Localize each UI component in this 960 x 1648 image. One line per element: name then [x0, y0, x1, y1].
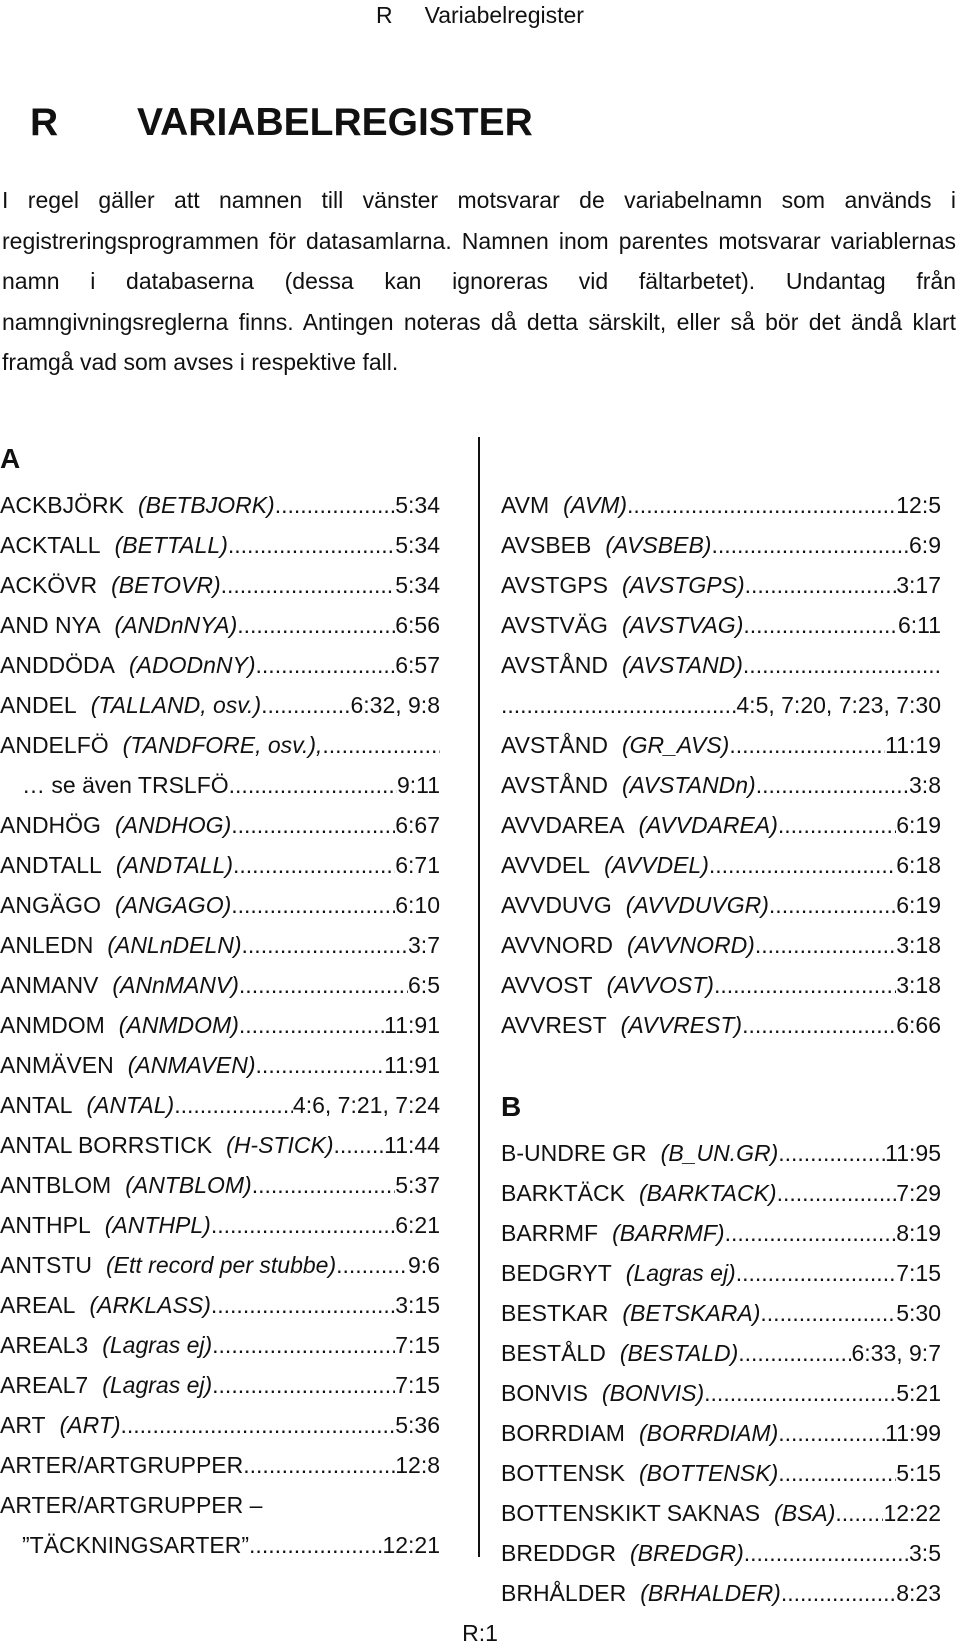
- index-entry: [501, 485, 941, 525]
- entry-name: ANMANV: [0, 972, 99, 998]
- index-entry: [501, 1453, 941, 1493]
- entry-name: BRHÅLDER: [501, 1580, 627, 1606]
- entry-name: ANMDOM: [0, 1012, 105, 1038]
- index-column-right: [501, 437, 941, 1613]
- dot-leader: [627, 485, 896, 525]
- entry-page-ref: 12:22: [883, 1500, 941, 1526]
- column-divider: [478, 437, 480, 1557]
- entry-alias: (ANLnDELN): [107, 932, 242, 958]
- section-letter-b: B: [501, 1091, 522, 1122]
- entry-name: AVVDUVG: [501, 892, 612, 918]
- entry-name: AVVNORD: [501, 932, 614, 958]
- entry-page-ref: 7:15: [896, 1260, 941, 1286]
- entry-name: ANTSTU: [0, 1252, 92, 1278]
- entry-alias: (BRHALDER): [640, 1580, 781, 1606]
- entry-name: AVVDAREA: [501, 812, 625, 838]
- entry-alias: (BREDGR): [630, 1540, 744, 1566]
- entry-alias: (AVSTGPS): [621, 572, 745, 598]
- dot-leader: [322, 725, 440, 765]
- dot-leader: [709, 845, 896, 885]
- entry-page-ref: 3:17: [896, 572, 941, 598]
- index-entry: [501, 1333, 941, 1373]
- entry-name: AVVREST: [501, 1012, 607, 1038]
- index-entry: [501, 1373, 941, 1413]
- index-entry: [501, 605, 941, 645]
- entry-alias: (BONVIS): [601, 1380, 705, 1406]
- entry-alias: (AVVREST): [620, 1012, 743, 1038]
- entry-alias: (BETSKARA): [622, 1300, 761, 1326]
- entry-page-ref: 11:95: [885, 1140, 941, 1166]
- index-entry: [501, 1293, 941, 1333]
- entry-name: ANGÄGO: [0, 892, 101, 918]
- index-entry: [0, 1245, 440, 1285]
- entry-alias: (GR_AVS): [621, 732, 730, 758]
- dot-leader: [212, 1325, 395, 1365]
- dot-leader: [704, 1373, 896, 1413]
- entry-alias: (AVSBEB): [605, 532, 712, 558]
- entry-name: BREDDGR: [501, 1540, 617, 1566]
- entry-alias: (ANMAVEN): [127, 1052, 256, 1078]
- entry-alias: (H-STICK): [226, 1132, 334, 1158]
- dot-leader: [501, 685, 736, 725]
- entry-page-ref: 6:21: [395, 1212, 440, 1238]
- entry-page-ref: 12:21: [382, 1532, 440, 1558]
- entry-alias: (ANDTALL): [115, 852, 233, 878]
- intro-paragraph: I regel gäller att namnen till vänster motsvarar de variabelnamn som används i registreringsprogrammen för datasamlarna. Namnen inom parentes motsvarar variablernas namn i databaserna (dessa kan ignoreras vid fältarbetet). Undantag från namngivningsreglerna finns. Antingen noteras då detta särskilt, eller så bör det ändå klart framgå vad som avses i respektive fall.: [2, 187, 956, 375]
- entry-page-ref: 3:18: [896, 932, 941, 958]
- entry-page-ref: 3:8: [909, 772, 941, 798]
- entry-alias: (BETTALL): [114, 532, 228, 558]
- page-title: [30, 98, 533, 148]
- index-list-a-right: [501, 485, 941, 1045]
- entry-alias: (BSA): [774, 1500, 836, 1526]
- entry-name: ANDELFÖ: [0, 732, 109, 758]
- entry-name: ARTER/ARTGRUPPER: [0, 1452, 244, 1478]
- chapter-letter: R: [30, 101, 59, 144]
- entry-alias: (BORRDIAM): [638, 1420, 779, 1446]
- dot-leader: [729, 725, 885, 765]
- entry-name: AVSTVÄG: [501, 612, 608, 638]
- entry-name: AVSTGPS: [501, 572, 608, 598]
- entry-alias: (AVSTAND): [621, 652, 743, 678]
- index-entry: [501, 525, 941, 565]
- entry-page-ref: 6:57: [395, 652, 440, 678]
- index-entry: [501, 1493, 941, 1533]
- dot-leader: [275, 485, 396, 525]
- entry-alias: (Lagras ej): [625, 1260, 736, 1286]
- dot-leader: [256, 1045, 385, 1085]
- dot-leader: [756, 765, 909, 805]
- index-entry: [0, 525, 440, 565]
- entry-name: BARKTÄCK: [501, 1180, 625, 1206]
- index-entry: [0, 925, 440, 965]
- dot-leader: [777, 1173, 897, 1213]
- entry-page-ref: 8:23: [896, 1580, 941, 1606]
- entry-alias: (BETBJORK): [137, 492, 275, 518]
- index-list-b: [501, 1133, 941, 1613]
- entry-page-ref: 4:6, 7:21, 7:24: [292, 1092, 440, 1118]
- index-entry: [0, 1525, 440, 1565]
- entry-name: BONVIS: [501, 1380, 588, 1406]
- entry-alias: (ADODnNY): [129, 652, 256, 678]
- entry-page-ref: 11:44: [384, 1132, 440, 1158]
- entry-alias: (Lagras ej): [102, 1332, 213, 1358]
- dot-leader: [744, 1533, 909, 1573]
- index-entry: [0, 565, 440, 605]
- dot-leader: [242, 925, 408, 965]
- entry-page-ref: 11:99: [885, 1420, 941, 1446]
- entry-alias: (AVVOST): [606, 972, 714, 998]
- dot-leader: [228, 525, 395, 565]
- entry-page-ref: 12:5: [896, 492, 941, 518]
- entry-alias: (TANDFORE, osv.),: [122, 732, 323, 758]
- entry-name: ANTBLOM: [0, 1172, 112, 1198]
- dot-leader: [714, 965, 896, 1005]
- dot-leader: [778, 805, 896, 845]
- entry-alias: (BOTTENSK): [638, 1460, 779, 1486]
- entry-alias: (ANTHPL): [104, 1212, 211, 1238]
- entry-name: AND NYA: [0, 612, 101, 638]
- dot-leader: [211, 1205, 395, 1245]
- dot-leader: [336, 1245, 408, 1285]
- index-entry: [0, 485, 440, 525]
- entry-name: ANLEDN: [0, 932, 94, 958]
- dot-leader: [755, 925, 896, 965]
- entry-alias: (AVVDEL): [604, 852, 709, 878]
- entry-name: … se även TRSLFÖ: [22, 772, 229, 798]
- index-entry: [0, 1165, 440, 1205]
- entry-page-ref: 5:15: [896, 1460, 941, 1486]
- dot-leader: [743, 645, 941, 685]
- entry-alias: (AVVDAREA): [638, 812, 778, 838]
- entry-page-ref: 6:33, 9:7: [851, 1340, 941, 1366]
- dot-leader: [835, 1493, 883, 1533]
- index-entry: [0, 1085, 440, 1125]
- index-entry: [501, 685, 941, 725]
- entry-name: ANDHÖG: [0, 812, 101, 838]
- entry-name: ”TÄCKNINGSARTER”: [22, 1532, 250, 1558]
- dot-leader: [211, 1285, 395, 1325]
- dot-leader: [256, 645, 396, 685]
- entry-alias: (Lagras ej): [102, 1372, 213, 1398]
- index-entry: [501, 645, 941, 685]
- dot-leader: [333, 1125, 384, 1165]
- entry-name: BARRMF: [501, 1220, 599, 1246]
- entry-page-ref: 7:15: [395, 1332, 440, 1358]
- dot-leader: [261, 685, 350, 725]
- entry-name: BOTTENSKIKT SAKNAS: [501, 1500, 761, 1526]
- index-list-a-left: [0, 485, 440, 1565]
- dot-leader: [252, 1165, 396, 1205]
- dot-leader: [229, 765, 397, 805]
- entry-page-ref: 6:5: [408, 972, 440, 998]
- entry-name: ART: [0, 1412, 46, 1438]
- entry-page-ref: 11:91: [384, 1012, 440, 1038]
- dot-leader: [239, 1005, 384, 1045]
- entry-name: B-UNDRE GR: [501, 1140, 647, 1166]
- intro-text: [0, 180, 956, 383]
- dot-leader: [760, 1293, 896, 1333]
- dot-leader: [212, 1365, 395, 1405]
- index-entry: [501, 1005, 941, 1045]
- dot-leader: [745, 565, 897, 605]
- index-entry: [0, 1005, 440, 1045]
- section-gap: [501, 1045, 941, 1085]
- entry-name: AVSTÅND: [501, 652, 608, 678]
- dot-leader: [736, 1253, 897, 1293]
- entry-page-ref: 6:67: [395, 812, 440, 838]
- index-entry: [501, 1173, 941, 1213]
- entry-page-ref: 3:18: [896, 972, 941, 998]
- index-entry: [0, 1365, 440, 1405]
- entry-name: BORRDIAM: [501, 1420, 625, 1446]
- entry-alias: (AVSTVAG): [621, 612, 744, 638]
- entry-page-ref: 3:5: [909, 1540, 941, 1566]
- entry-name: ANDDÖDA: [0, 652, 116, 678]
- entry-alias: (TALLAND, osv.): [90, 692, 262, 718]
- index-entry: [501, 725, 941, 765]
- chapter-title: VARIABELREGISTER: [137, 101, 533, 144]
- index-entry: [0, 1325, 440, 1365]
- section-letter-a: A: [0, 443, 21, 474]
- index-entry: [501, 765, 941, 805]
- index-entry: [501, 805, 941, 845]
- index-entry: [501, 925, 941, 965]
- index-entry: [0, 1405, 440, 1445]
- index-entry: [0, 965, 440, 1005]
- entry-alias: (AVVNORD): [627, 932, 755, 958]
- entry-alias: (AVSTANDn): [621, 772, 756, 798]
- entry-alias: (ANMDOM): [118, 1012, 239, 1038]
- entry-page-ref: 9:6: [408, 1252, 440, 1278]
- entry-page-ref: 6:71: [395, 852, 440, 878]
- index-entry: [0, 1285, 440, 1325]
- index-entry: [501, 1413, 941, 1453]
- dot-leader: [769, 885, 896, 925]
- index-entry: [0, 1045, 440, 1085]
- index-entry: [0, 605, 440, 645]
- dot-leader: [781, 1573, 896, 1613]
- index-entry: [501, 1133, 941, 1173]
- entry-page-ref: 5:34: [395, 572, 440, 598]
- entry-page-ref: 6:11: [897, 612, 941, 638]
- entry-name: ARTER/ARTGRUPPER –: [0, 1492, 263, 1518]
- entry-alias: (ANTAL): [86, 1092, 175, 1118]
- entry-name: ANTAL: [0, 1092, 73, 1118]
- entry-page-ref: 9:11: [396, 772, 440, 798]
- entry-page-ref: 3:15: [395, 1292, 440, 1318]
- entry-page-ref: 5:30: [896, 1300, 941, 1326]
- dot-leader: [231, 885, 395, 925]
- entry-page-ref: 6:56: [395, 612, 440, 638]
- index-entry: [501, 1253, 941, 1293]
- dot-leader: [725, 1213, 897, 1253]
- entry-name: AVSBEB: [501, 532, 592, 558]
- entry-name: ANTAL BORRSTICK: [0, 1132, 213, 1158]
- index-entry: [501, 1573, 941, 1613]
- entry-name: ANDTALL: [0, 852, 102, 878]
- entry-name: AREAL7: [0, 1372, 89, 1398]
- dot-leader: [249, 1525, 382, 1565]
- entry-name: AVVDEL: [501, 852, 591, 878]
- entry-name: ACKTALL: [0, 532, 101, 558]
- entry-page-ref: 5:21: [896, 1380, 941, 1406]
- entry-name: BESTKAR: [501, 1300, 609, 1326]
- dot-leader: [237, 605, 395, 645]
- dot-leader: [243, 1445, 395, 1485]
- entry-page-ref: 3:7: [408, 932, 440, 958]
- index-entry: [0, 1205, 440, 1245]
- entry-page-ref: 6:10: [395, 892, 440, 918]
- dot-leader: [221, 565, 396, 605]
- entry-name: AREAL: [0, 1292, 76, 1318]
- dot-leader: [711, 525, 909, 565]
- entry-name: ANTHPL: [0, 1212, 91, 1238]
- entry-name: ANMÄVEN: [0, 1052, 114, 1078]
- entry-page-ref: 5:36: [395, 1412, 440, 1438]
- entry-page-ref: 11:19: [885, 732, 941, 758]
- index-entry: [0, 765, 440, 805]
- entry-alias: (ANnMANV): [112, 972, 239, 998]
- index-entry: [0, 685, 440, 725]
- entry-name: BESTÅLD: [501, 1340, 606, 1366]
- entry-page-ref: 6:19: [896, 892, 941, 918]
- entry-page-ref: 11:91: [384, 1052, 440, 1078]
- index-entry: [0, 1445, 440, 1485]
- index-entry: [0, 1125, 440, 1165]
- entry-alias: (ANDnNYA): [114, 612, 238, 638]
- entry-page-ref: 5:34: [395, 492, 440, 518]
- index-entry: [501, 1533, 941, 1573]
- entry-name: BOTTENSK: [501, 1460, 625, 1486]
- dot-leader: [239, 965, 408, 1005]
- entry-alias: (ANGAGO): [114, 892, 232, 918]
- entry-name: BEDGRYT: [501, 1260, 612, 1286]
- dot-leader: [778, 1413, 885, 1453]
- dot-leader: [738, 1333, 851, 1373]
- entry-page-ref: 5:37: [395, 1172, 440, 1198]
- index-entry: [501, 1213, 941, 1253]
- entry-page-ref: 6:32, 9:8: [350, 692, 440, 718]
- entry-alias: (ANTBLOM): [125, 1172, 252, 1198]
- entry-page-ref: 6:66: [896, 1012, 941, 1038]
- entry-page-ref: 6:18: [896, 852, 941, 878]
- entry-name: AVVOST: [501, 972, 593, 998]
- entry-alias: (BESTALD): [619, 1340, 739, 1366]
- running-header: R Variabelregister: [376, 2, 584, 28]
- entry-page-ref: 6:9: [909, 532, 941, 558]
- entry-alias: (BARRMF): [612, 1220, 725, 1246]
- entry-alias: (BARKTACK): [638, 1180, 777, 1206]
- index-entry: [0, 725, 440, 765]
- entry-name: ACKBJÖRK: [0, 492, 124, 518]
- entry-page-ref: 4:5, 7:20, 7:23, 7:30: [736, 692, 941, 718]
- entry-name: ANDEL: [0, 692, 77, 718]
- entry-alias: (ANDHOG): [114, 812, 232, 838]
- entry-page-ref: 7:29: [896, 1180, 941, 1206]
- dot-leader: [778, 1133, 885, 1173]
- entry-page-ref: 12:8: [395, 1452, 440, 1478]
- index-entry: [501, 965, 941, 1005]
- entry-name: AREAL3: [0, 1332, 89, 1358]
- dot-leader: [231, 805, 395, 845]
- index-entry: [0, 645, 440, 685]
- index-column-left: [0, 437, 440, 1565]
- dot-leader: [174, 1085, 293, 1125]
- dot-leader: [778, 1453, 896, 1493]
- dot-leader: [742, 1005, 896, 1045]
- entry-page-ref: 6:19: [896, 812, 941, 838]
- entry-name: ACKÖVR: [0, 572, 98, 598]
- entry-alias: (ARKLASS): [89, 1292, 211, 1318]
- entry-name: AVM: [501, 492, 550, 518]
- entry-name: AVSTÅND: [501, 732, 608, 758]
- page-number: R:1: [462, 1620, 498, 1646]
- entry-alias: (Ett record per stubbe): [106, 1252, 337, 1278]
- dot-leader: [121, 1405, 396, 1445]
- entry-page-ref: 8:19: [896, 1220, 941, 1246]
- index-entry: [501, 885, 941, 925]
- entry-alias: (BETOVR): [111, 572, 221, 598]
- entry-alias: (B_UN.GR): [660, 1140, 779, 1166]
- index-entry: [0, 1485, 440, 1525]
- entry-name: AVSTÅND: [501, 772, 608, 798]
- entry-page-ref: 5:34: [395, 532, 440, 558]
- entry-page-ref: 7:15: [395, 1372, 440, 1398]
- index-entry: [0, 845, 440, 885]
- dot-leader: [743, 605, 898, 645]
- entry-alias: (AVVDUVGR): [625, 892, 769, 918]
- entry-alias: (AVM): [563, 492, 628, 518]
- index-entry: [501, 845, 941, 885]
- index-entry: [501, 565, 941, 605]
- entry-alias: (ART): [59, 1412, 121, 1438]
- index-entry: [0, 805, 440, 845]
- dot-leader: [233, 845, 395, 885]
- index-entry: [0, 885, 440, 925]
